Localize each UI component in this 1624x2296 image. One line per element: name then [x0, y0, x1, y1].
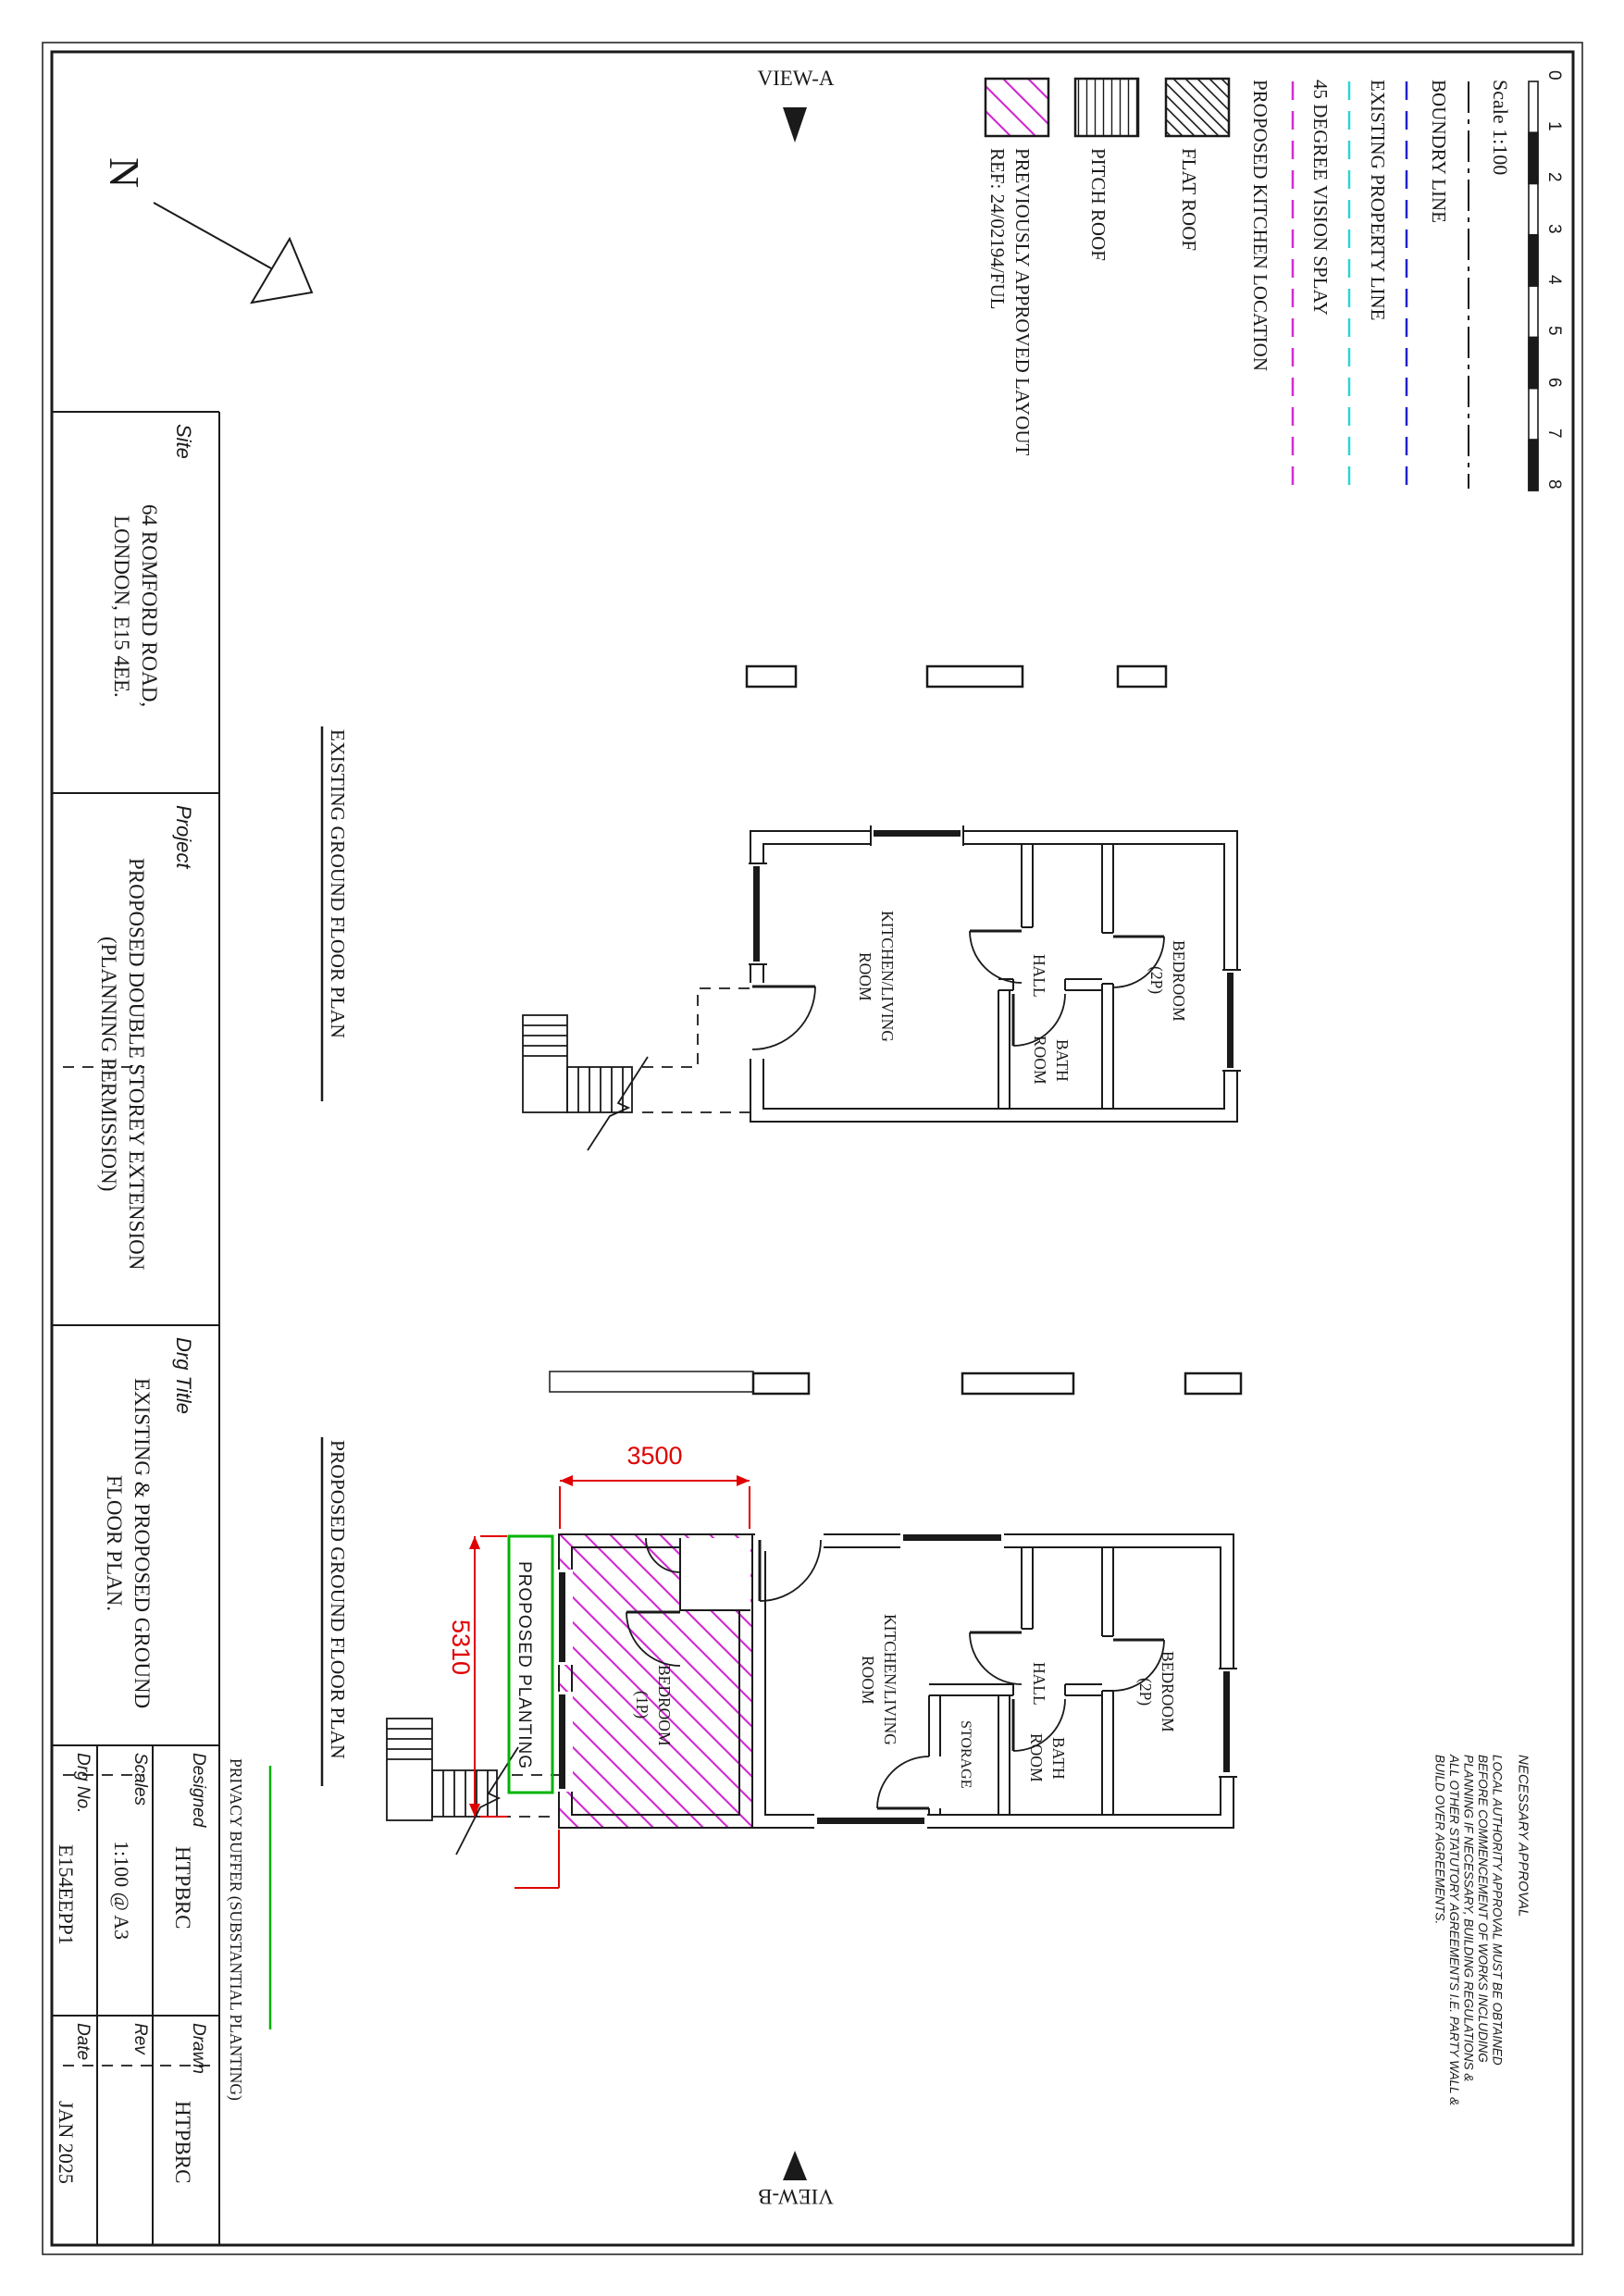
- dim-5310-label: 5310: [447, 1620, 475, 1676]
- existing-bedroom2-label: [1146, 890, 1190, 1071]
- scale-note: Scale 1:100: [1489, 80, 1512, 176]
- proposed-bath-line2: ROOM: [1027, 1733, 1046, 1782]
- dim-3500-label: 3500: [626, 1442, 683, 1470]
- page-frame: [43, 43, 1582, 2254]
- legend-pitch-roof-label: PITCH ROOF: [1087, 148, 1110, 261]
- proposed-storage-label: STORAGE: [958, 1720, 973, 1789]
- proposed-boundary-dashes: [63, 1775, 559, 2066]
- project-value-line1: PROPOSED DOUBLE STOREY EXTENSION: [125, 858, 148, 1271]
- drawn-label: Drawn: [189, 2023, 208, 2074]
- existing-plan-title: EXISTING GROUND FLOOR PLAN: [327, 729, 349, 1038]
- proposed-bedroom2-line2: (2P): [1136, 1677, 1155, 1706]
- view-a-arrow-icon: [783, 107, 807, 143]
- site-value-line1: 64 ROMFORD ROAD,: [138, 504, 161, 708]
- existing-bedroom2-line1: BEDROOM: [1170, 939, 1188, 1022]
- existing-stairs: [523, 1015, 648, 1150]
- existing-bath-line2: ROOM: [1031, 1036, 1049, 1085]
- proposed-bedroom1-line1: BEDROOM: [655, 1664, 674, 1746]
- proposed-bedroom2-line1: BEDROOM: [1159, 1651, 1177, 1732]
- existing-hall-label: HALL: [1030, 953, 1048, 998]
- designed-label: Designed: [189, 1753, 208, 1828]
- scale-tick-5: 5: [1544, 326, 1564, 336]
- legend-prev-approved-label: [985, 148, 1035, 592]
- scale-tick-4: 4: [1544, 275, 1564, 285]
- existing-kitchen-label: [854, 856, 899, 1097]
- scale-tick-6: 6: [1544, 378, 1564, 388]
- proposed-bath-label: [1025, 1695, 1070, 1820]
- proposed-kitchen-line1: KITCHEN/LIVING: [881, 1614, 899, 1745]
- approval-note-line2: BEFORE COMMENCEMENT OF WORKS INCLUDING: [1476, 1755, 1490, 2063]
- project-label: Project: [172, 805, 195, 869]
- proposed-stairs: [387, 1719, 518, 1855]
- legend-kitchen-location-label: PROPOSED KITCHEN LOCATION: [1249, 80, 1271, 372]
- drg-title-value-line2: FLOOR PLAN.: [103, 1475, 126, 1611]
- privacy-buffer-label: PRIVACY BUFFER (SUBSTANTIAL PLANTING): [227, 1758, 245, 2101]
- view-a-label: VIEW-A: [757, 67, 835, 90]
- date-label: Date: [73, 2023, 93, 2061]
- site-value: [107, 458, 163, 754]
- existing-kitchen-line1: KITCHEN/LIVING: [878, 911, 897, 1042]
- approval-note-line3: PLANNING IF NECESSARY, BUILDING REGULATIONS &: [1461, 1755, 1476, 2082]
- north-arrow: [154, 203, 312, 303]
- drg-title-value: [100, 1360, 155, 1726]
- legend-prev-approved-line2: REF: 24/02194/FUL: [986, 148, 1009, 310]
- scale-tick-1: 1: [1544, 121, 1564, 131]
- north-letter: N: [101, 157, 148, 189]
- drg-no-value: E154EEPP1: [55, 1844, 78, 1945]
- approval-note-line1: LOCAL AUTHORITY APPROVAL MUST BE OBTAINED: [1490, 1755, 1505, 2066]
- drg-title-value-line1: EXISTING & PROPOSED GROUND: [130, 1377, 154, 1709]
- existing-bedroom2-line2: (2P): [1147, 966, 1166, 995]
- project-value-line2: (PLANNING PERMISSION): [97, 937, 120, 1192]
- approval-note: [1432, 1755, 1531, 2171]
- proposed-plan-title: PROPOSED GROUND FLOOR PLAN: [327, 1440, 349, 1759]
- site-value-line2: LONDON, E15 4EE.: [110, 515, 133, 698]
- rev-label: Rev: [130, 2023, 150, 2054]
- legend-boundary-line-label: BOUNDRY LINE: [1428, 80, 1450, 223]
- proposed-kitchen-label: [857, 1559, 901, 1800]
- scale-tick-7: 7: [1544, 428, 1564, 439]
- proposed-bedroom1-line2: (1P): [633, 1691, 651, 1719]
- proposed-hall-label: HALL: [1030, 1662, 1048, 1706]
- scales-value: 1:100 @ A3: [110, 1840, 133, 1941]
- view-b-label: VIEW-B: [758, 2185, 834, 2208]
- approval-note-line4: ALL OTHER STATUTORY AGREEMENTS I.E. PARTY WALL &: [1447, 1755, 1461, 2106]
- scale-tick-0: 0: [1544, 70, 1564, 81]
- existing-bath-line1: BATH: [1053, 1038, 1072, 1082]
- date-value: JAN 2025: [55, 2101, 78, 2184]
- approval-note-line5: BUILD OVER AGREEMENTS.: [1432, 1755, 1447, 1925]
- existing-neighbour-outlines: [747, 666, 1166, 687]
- legend-scale-bar: [1529, 81, 1538, 490]
- approval-note-heading: NECESSARY APPROVAL: [1515, 1755, 1531, 1917]
- scale-tick-8: 8: [1544, 479, 1564, 490]
- scales-label: Scales: [130, 1753, 150, 1806]
- proposed-neighbour-outlines: [550, 1371, 1241, 1394]
- legend-flat-roof-label: FLAT ROOF: [1178, 148, 1200, 252]
- legend-swatches: [986, 79, 1229, 136]
- proposed-bath-line1: BATH: [1049, 1736, 1068, 1780]
- proposed-bedroom1-label: [631, 1615, 676, 1795]
- existing-kitchen-line2: ROOM: [856, 951, 874, 1001]
- proposed-planting-label: PROPOSED PLANTING: [514, 1560, 534, 1769]
- designed-value: HTPBRC: [171, 1846, 194, 1930]
- drawn-value: HTPBRC: [171, 2101, 194, 2184]
- existing-bath-label: [1029, 998, 1073, 1123]
- legend-vision-splay-label: 45 DEGREE VISION SPLAY: [1309, 80, 1332, 316]
- view-b-arrow-icon: [783, 2151, 807, 2180]
- scale-tick-3: 3: [1544, 224, 1564, 234]
- existing-boundary-dashes: [63, 988, 750, 1112]
- legend-prev-approved-line1: PREVIOUSLY APPROVED LAYOUT: [1011, 148, 1034, 456]
- project-value: [94, 833, 150, 1296]
- legend-existing-property-label: EXISTING PROPERTY LINE: [1367, 80, 1389, 321]
- proposed-kitchen-line2: ROOM: [859, 1655, 877, 1705]
- site-label: Site: [172, 424, 195, 459]
- drg-no-label: Drg No.: [73, 1753, 93, 1814]
- drg-title-label: Drg Title: [172, 1337, 195, 1414]
- scale-tick-2: 2: [1544, 172, 1564, 182]
- proposed-bedroom2-label: [1134, 1604, 1179, 1780]
- dimension-3500: [560, 1475, 750, 1529]
- planting-marks: [270, 1536, 552, 2029]
